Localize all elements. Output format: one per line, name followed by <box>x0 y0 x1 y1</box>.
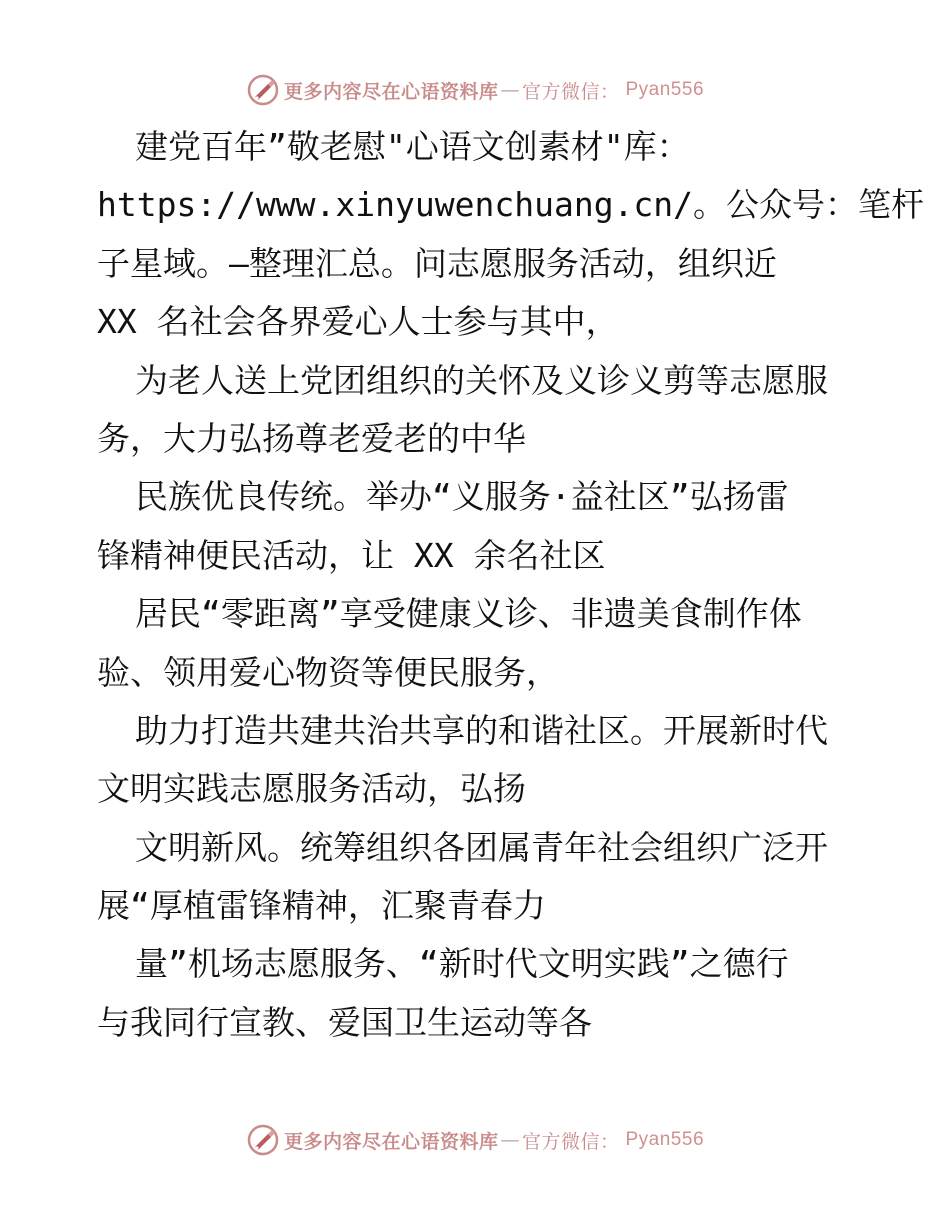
banner-wechat-label: 官方微信： <box>521 80 620 103</box>
banner-wechat-label: 官方微信： <box>521 1130 620 1153</box>
banner-wechat-id: Pyan556 <box>625 79 705 100</box>
text-line: 居民“零距离”享受健康义诊、非遗美食制作体 <box>135 594 802 634</box>
text-line: 文明新风。统筹组织各团属青年社会组织广泛开 <box>135 827 828 867</box>
text-line: 务，大力弘扬尊老爱老的中华 <box>97 418 526 458</box>
text-line: 为老人送上党团组织的关怀及义诊义剪等志愿服 <box>135 360 828 400</box>
banner-brand-text: 更多内容尽在心语资料库 <box>283 80 499 103</box>
text-line: https://www.xinyuwenchuang.cn/。公众号：笔杆 <box>97 185 925 225</box>
banner-dash: — <box>500 1129 520 1151</box>
pen-nib-logo-icon <box>246 1123 280 1157</box>
banner-wechat-id: Pyan556 <box>625 1129 705 1150</box>
body-text-block <box>97 118 925 1052</box>
text-line: XX 名社会各界爱心人士参与其中， <box>97 302 619 342</box>
text-line: 子星域。—整理汇总。问志愿服务活动，组织近 <box>97 243 777 283</box>
footer-banner <box>0 1120 950 1160</box>
text-line: 验、领用爱心物资等便民服务， <box>97 652 559 692</box>
pen-nib-logo-icon <box>246 73 280 107</box>
text-line: 锋精神便民活动，让 XX 余名社区 <box>97 535 606 575</box>
text-line: 量”机场志愿服务、“新时代文明实践”之德行 <box>135 944 789 984</box>
banner-brand-text: 更多内容尽在心语资料库 <box>283 1130 499 1153</box>
text-line: 建党百年”敬老慰"心语文创素材"库： <box>135 127 690 166</box>
text-line: 展“厚植雷锋精神，汇聚青春力 <box>97 886 546 926</box>
header-banner <box>0 70 950 110</box>
banner-dash: — <box>500 79 520 101</box>
text-line: 文明实践志愿服务活动，弘扬 <box>97 769 526 809</box>
text-line: 民族优良传统。举办“义服务·益社区”弘扬雷 <box>135 477 789 517</box>
text-line: 助力打造共建共治共享的和谐社区。开展新时代 <box>135 710 828 750</box>
text-line: 与我同行宣教、爱国卫生运动等各 <box>97 1002 592 1042</box>
